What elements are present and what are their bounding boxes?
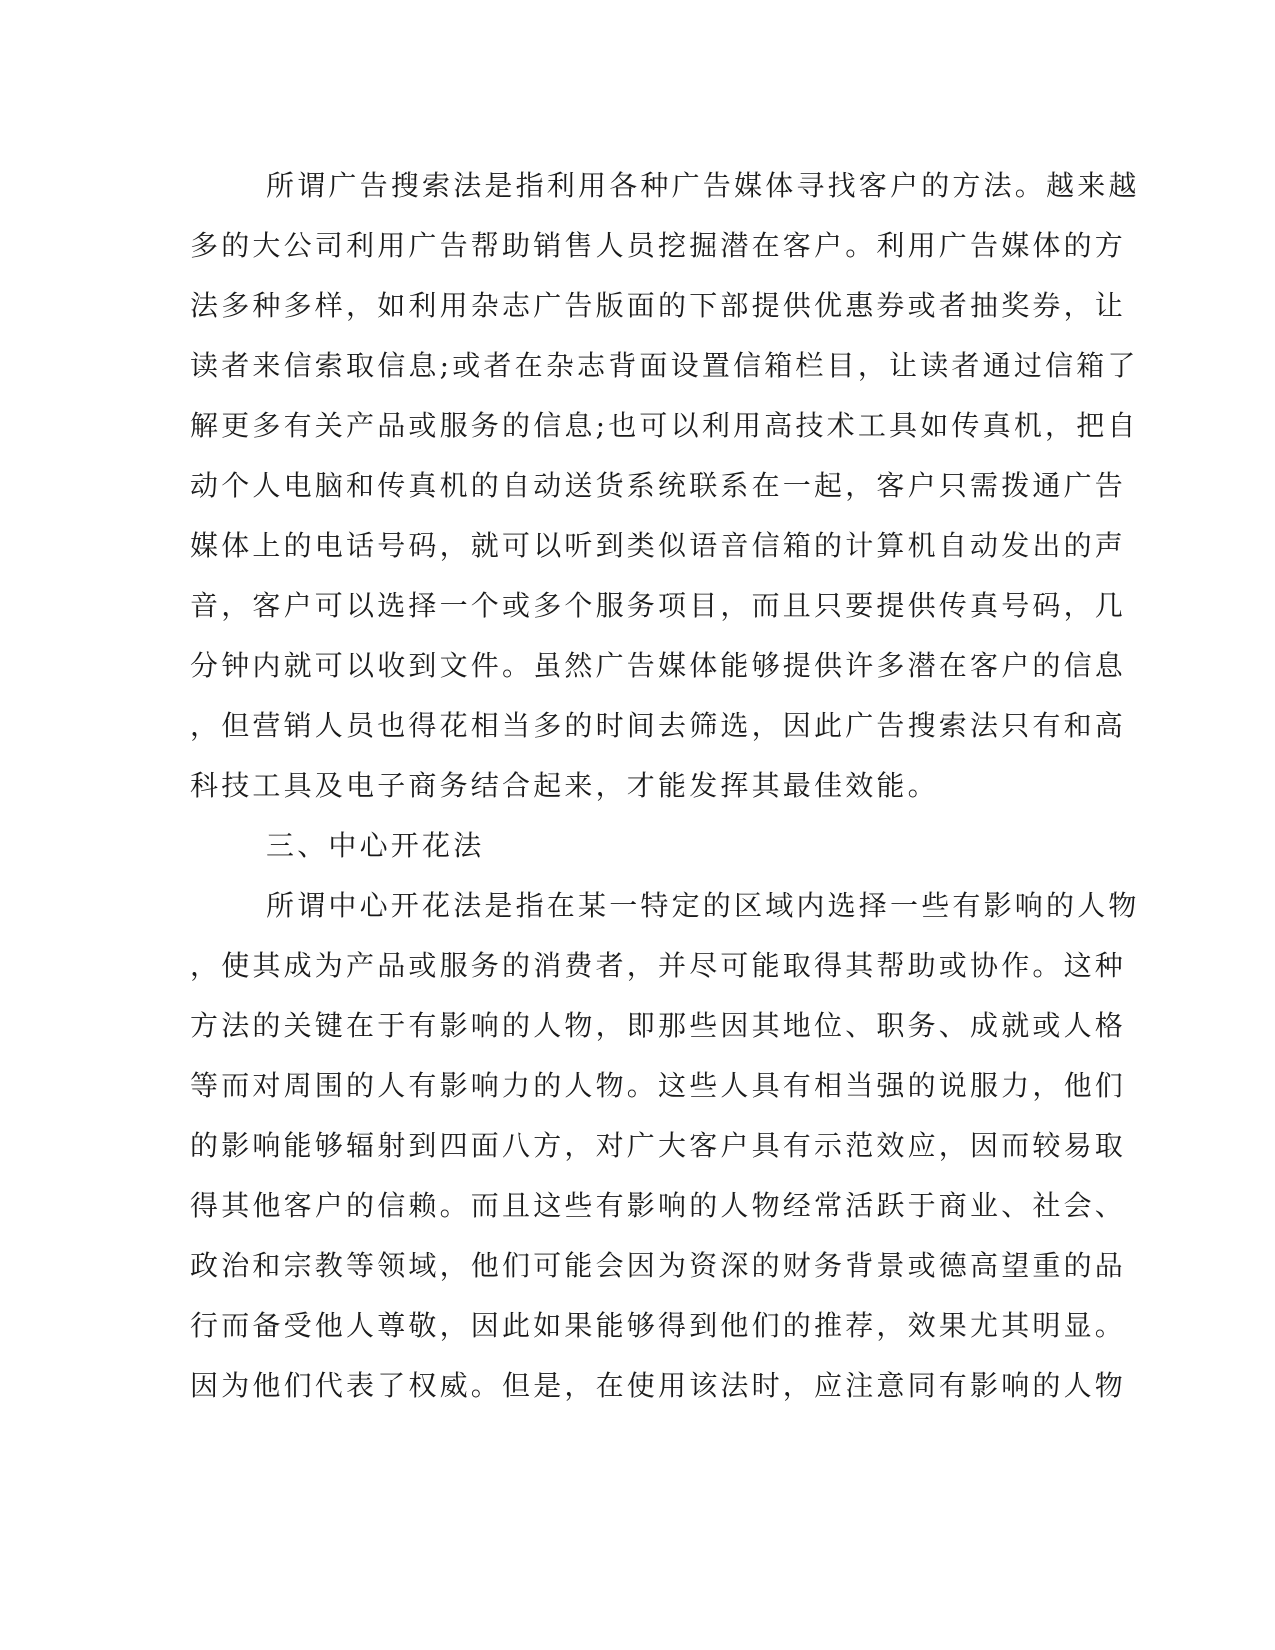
paragraph-line: ，使其成为产品或服务的消费者，并尽可能取得其帮助或协作。这种 bbox=[190, 949, 1127, 982]
paragraph-line: 解更多有关产品或服务的信息;也可以利用高技术工具如传真机，把自 bbox=[190, 409, 1139, 442]
paragraph-line: 法多种多样，如利用杂志广告版面的下部提供优惠券或者抽奖券，让 bbox=[190, 289, 1127, 322]
paragraph-line: 多的大公司利用广告帮助销售人员挖掘潜在客户。利用广告媒体的方 bbox=[190, 229, 1127, 262]
paragraph-line: ，但营销人员也得花相当多的时间去筛选，因此广告搜索法只有和高 bbox=[190, 709, 1127, 742]
paragraph-line: 因为他们代表了权威。但是，在使用该法时，应注意同有影响的人物 bbox=[190, 1369, 1127, 1402]
paragraph-line: 媒体上的电话号码，就可以听到类似语音信箱的计算机自动发出的声 bbox=[190, 529, 1127, 562]
document-body bbox=[190, 156, 1140, 1416]
paragraph-line: 音，客户可以选择一个或多个服务项目，而且只要提供传真号码，几 bbox=[190, 589, 1127, 622]
section-heading: 三、中心开花法 bbox=[266, 829, 485, 862]
paragraph-line: 等而对周围的人有影响力的人物。这些人具有相当强的说服力，他们 bbox=[190, 1069, 1127, 1102]
paragraph-line: 所谓中心开花法是指在某一特定的区域内选择一些有影响的人物 bbox=[266, 889, 1140, 922]
paragraph-line: 动个人电脑和传真机的自动送货系统联系在一起，客户只需拨通广告 bbox=[190, 469, 1127, 502]
paragraph-line: 的影响能够辐射到四面八方，对广大客户具有示范效应，因而较易取 bbox=[190, 1129, 1127, 1162]
paragraph-line: 行而备受他人尊敬，因此如果能够得到他们的推荐，效果尤其明显。 bbox=[190, 1309, 1127, 1342]
paragraph-line: 所谓广告搜索法是指利用各种广告媒体寻找客户的方法。越来越 bbox=[266, 169, 1140, 202]
paragraph-line: 读者来信索取信息;或者在杂志背面设置信箱栏目，让读者通过信箱了 bbox=[190, 349, 1139, 382]
paragraph-line: 政治和宗教等领域，他们可能会因为资深的财务背景或德高望重的品 bbox=[190, 1249, 1127, 1282]
paragraph-line: 分钟内就可以收到文件。虽然广告媒体能够提供许多潜在客户的信息 bbox=[190, 649, 1127, 682]
paragraph-line: 科技工具及电子商务结合起来，才能发挥其最佳效能。 bbox=[190, 769, 939, 802]
paragraph-line: 得其他客户的信赖。而且这些有影响的人物经常活跃于商业、社会、 bbox=[190, 1189, 1127, 1222]
paragraph-line: 方法的关键在于有影响的人物，即那些因其地位、职务、成就或人格 bbox=[190, 1009, 1127, 1042]
